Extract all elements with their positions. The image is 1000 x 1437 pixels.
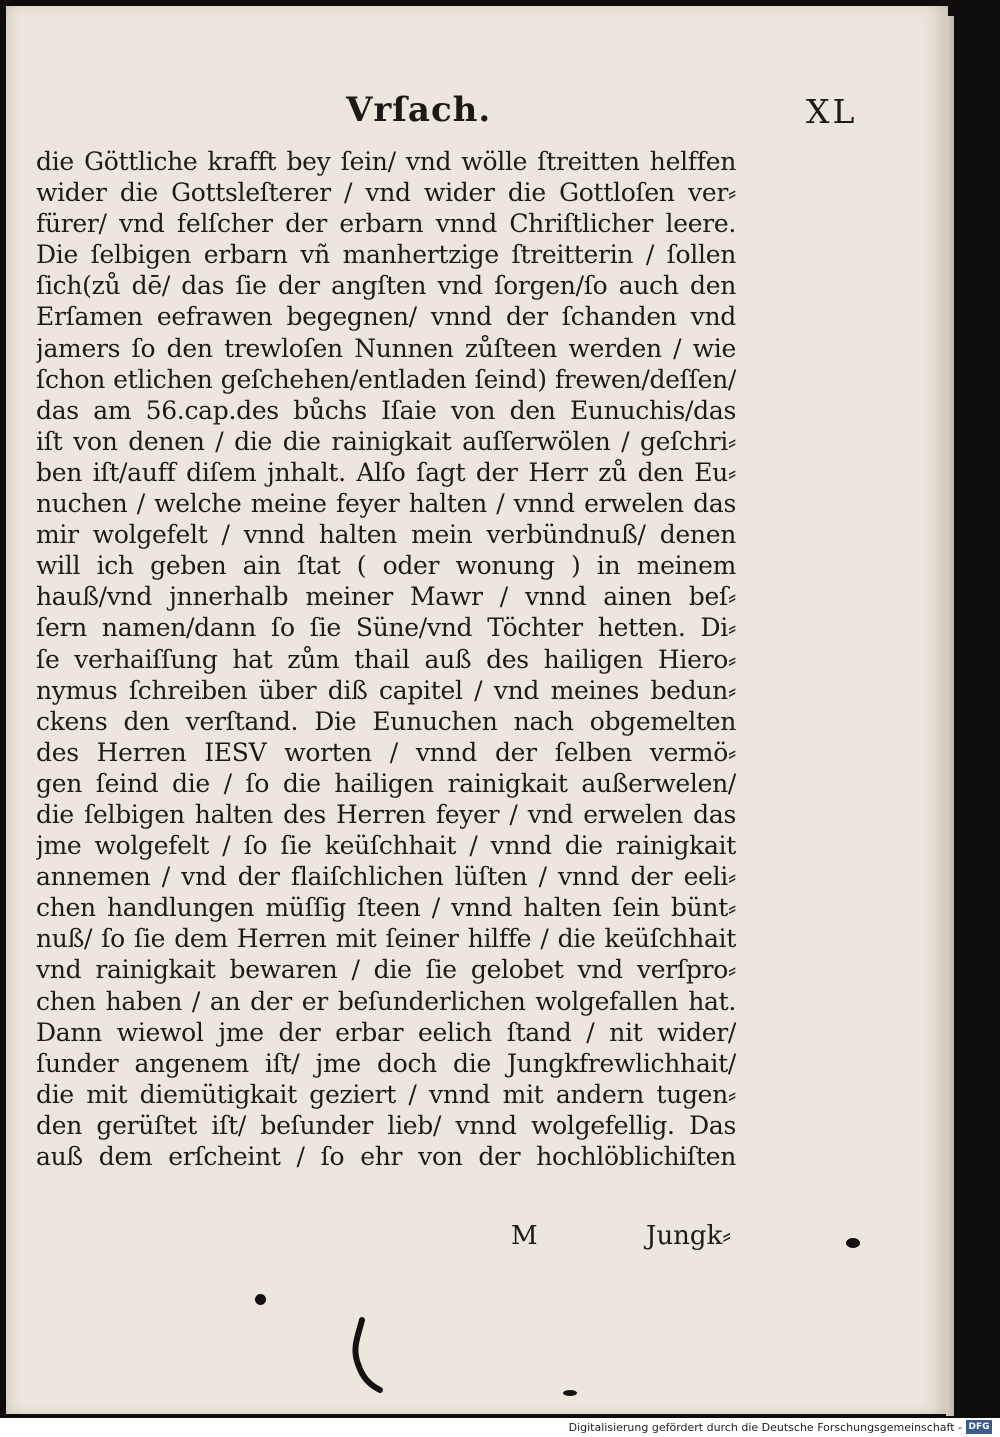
- text-line: chen handlungen müſſig ſteen / vnnd halten ſein bünt⸗: [36, 893, 736, 923]
- text-line: mir wolgefelt / vnnd halten mein verbündnuß/ denen: [36, 520, 736, 550]
- text-line: fürer/ vnd felſcher der erbarn vnnd Chriſtlicher leere.: [36, 209, 736, 239]
- text-line: ſern namen/dann ſo ſie Süne/vnd Töchter hetten. Di⸗: [36, 613, 736, 643]
- running-head: Vrſach.: [346, 90, 492, 130]
- text-line: Die ſelbigen erbarn vñ manhertzige ſtreitterin / ſollen: [36, 240, 736, 270]
- ink-speck: [255, 1294, 266, 1305]
- text-line: die mit diemütigkait geziert / vnnd mit andern tugen⸗: [36, 1079, 736, 1109]
- text-line: nymus ſchreiben über diß capitel / vnd meines bedun⸗: [36, 675, 736, 705]
- text-line: annemen / vnd der flaiſchlichen lüſten / vnnd der eeli⸗: [36, 862, 736, 892]
- text-line: des Herren IESV worten / vnnd der ſelben vermö⸗: [36, 737, 736, 767]
- text-line: gen ſeind die / ſo die hailigen rainigkait außerwelen/: [36, 768, 736, 798]
- book-page: [6, 6, 948, 1414]
- dfg-logo: DFG: [966, 1420, 992, 1434]
- signature-mark: M: [511, 1221, 538, 1251]
- text-line: Dann wiewol jme der erbar eelich ſtand / nit wider/: [36, 1017, 736, 1047]
- text-block: [36, 146, 736, 1172]
- text-line: ſe verhaiſſung hat zům thail auß des hailigen Hiero⸗: [36, 644, 736, 674]
- text-line: vnd rainigkait bewaren / die ſie gelobet vnd verſpro⸗: [36, 955, 736, 985]
- text-line: will ich geben ain ſtat ( oder wonung ) in meinem: [36, 551, 736, 581]
- text-line: Erſamen eefrawen begegnen/ vnnd der ſchanden vnd: [36, 302, 736, 332]
- folio-number: XL: [806, 92, 858, 131]
- text-line: chen haben / an der er beſunderlichen wolgefallen hat.: [36, 986, 736, 1016]
- page-edge: [946, 16, 954, 1416]
- catchword-line: [511, 1221, 731, 1251]
- text-line: die ſelbigen halten des Herren feyer / vnd erwelen das: [36, 799, 736, 829]
- text-line: den gerüſtet iſt/ beſunder lieb/ vnnd wolgefellig. Das: [36, 1110, 736, 1140]
- text-line: ckens den verſtand. Die Eunuchen nach obgemelten: [36, 706, 736, 736]
- text-line: nuchen / welche meine feyer halten / vnnd erwelen das: [36, 489, 736, 519]
- catchword: Jungk⸗: [646, 1221, 731, 1251]
- text-line: jme wolgefelt / ſo ſie keüſchhait / vnnd die rainigkait: [36, 831, 736, 861]
- text-line: ſchon etlichen geſchehen/entladen ſeind) frewen/deſſen/: [36, 364, 736, 394]
- funding-credit: Digitalisierung gefördert durch die Deutsche Forschungsgemeinschaft -: [568, 1421, 962, 1434]
- text-line: ben iſt/auff diſem jnhalt. Alſo ſagt der Herr zů den Eu⸗: [36, 457, 736, 487]
- text-line: iſt von denen / die die rainigkait auſſerwölen / geſchri⸗: [36, 426, 736, 456]
- text-line: hauß/vnd jnnerhalb meiner Mawr / vnnd ainen beſ⸗: [36, 582, 736, 612]
- text-line: das am 56.cap.des bůchs Iſaie von den Eunuchis/das: [36, 395, 736, 425]
- ink-speck: [563, 1390, 577, 1396]
- text-line: die Göttliche krafft bey ſein/ vnd wölle ſtreitten helffen: [36, 147, 736, 176]
- text-line: ſunder angenem iſt/ jme doch die Jungkfrewlichhait/: [36, 1048, 736, 1078]
- ink-speck: [846, 1238, 860, 1248]
- text-line: auß dem erſcheint / ſo ehr von der hochlöblichiſten: [36, 1142, 736, 1171]
- text-line: ſich(zů dē/ das ſie der angſten vnd ſorgen/ſo auch den: [36, 271, 736, 301]
- text-line: wider die Gottsleſterer / vnd wider die Gottloſen ver⸗: [36, 178, 736, 208]
- text-line: nuß/ ſo ſie dem Herren mit ſeiner hilffe / die keüſchhait: [36, 924, 736, 954]
- ink-stroke: [342, 1316, 392, 1396]
- text-line: jamers ſo den trewloſen Nunnen zůſteen werden / wie: [36, 333, 736, 363]
- footer-bar: [0, 1418, 1000, 1437]
